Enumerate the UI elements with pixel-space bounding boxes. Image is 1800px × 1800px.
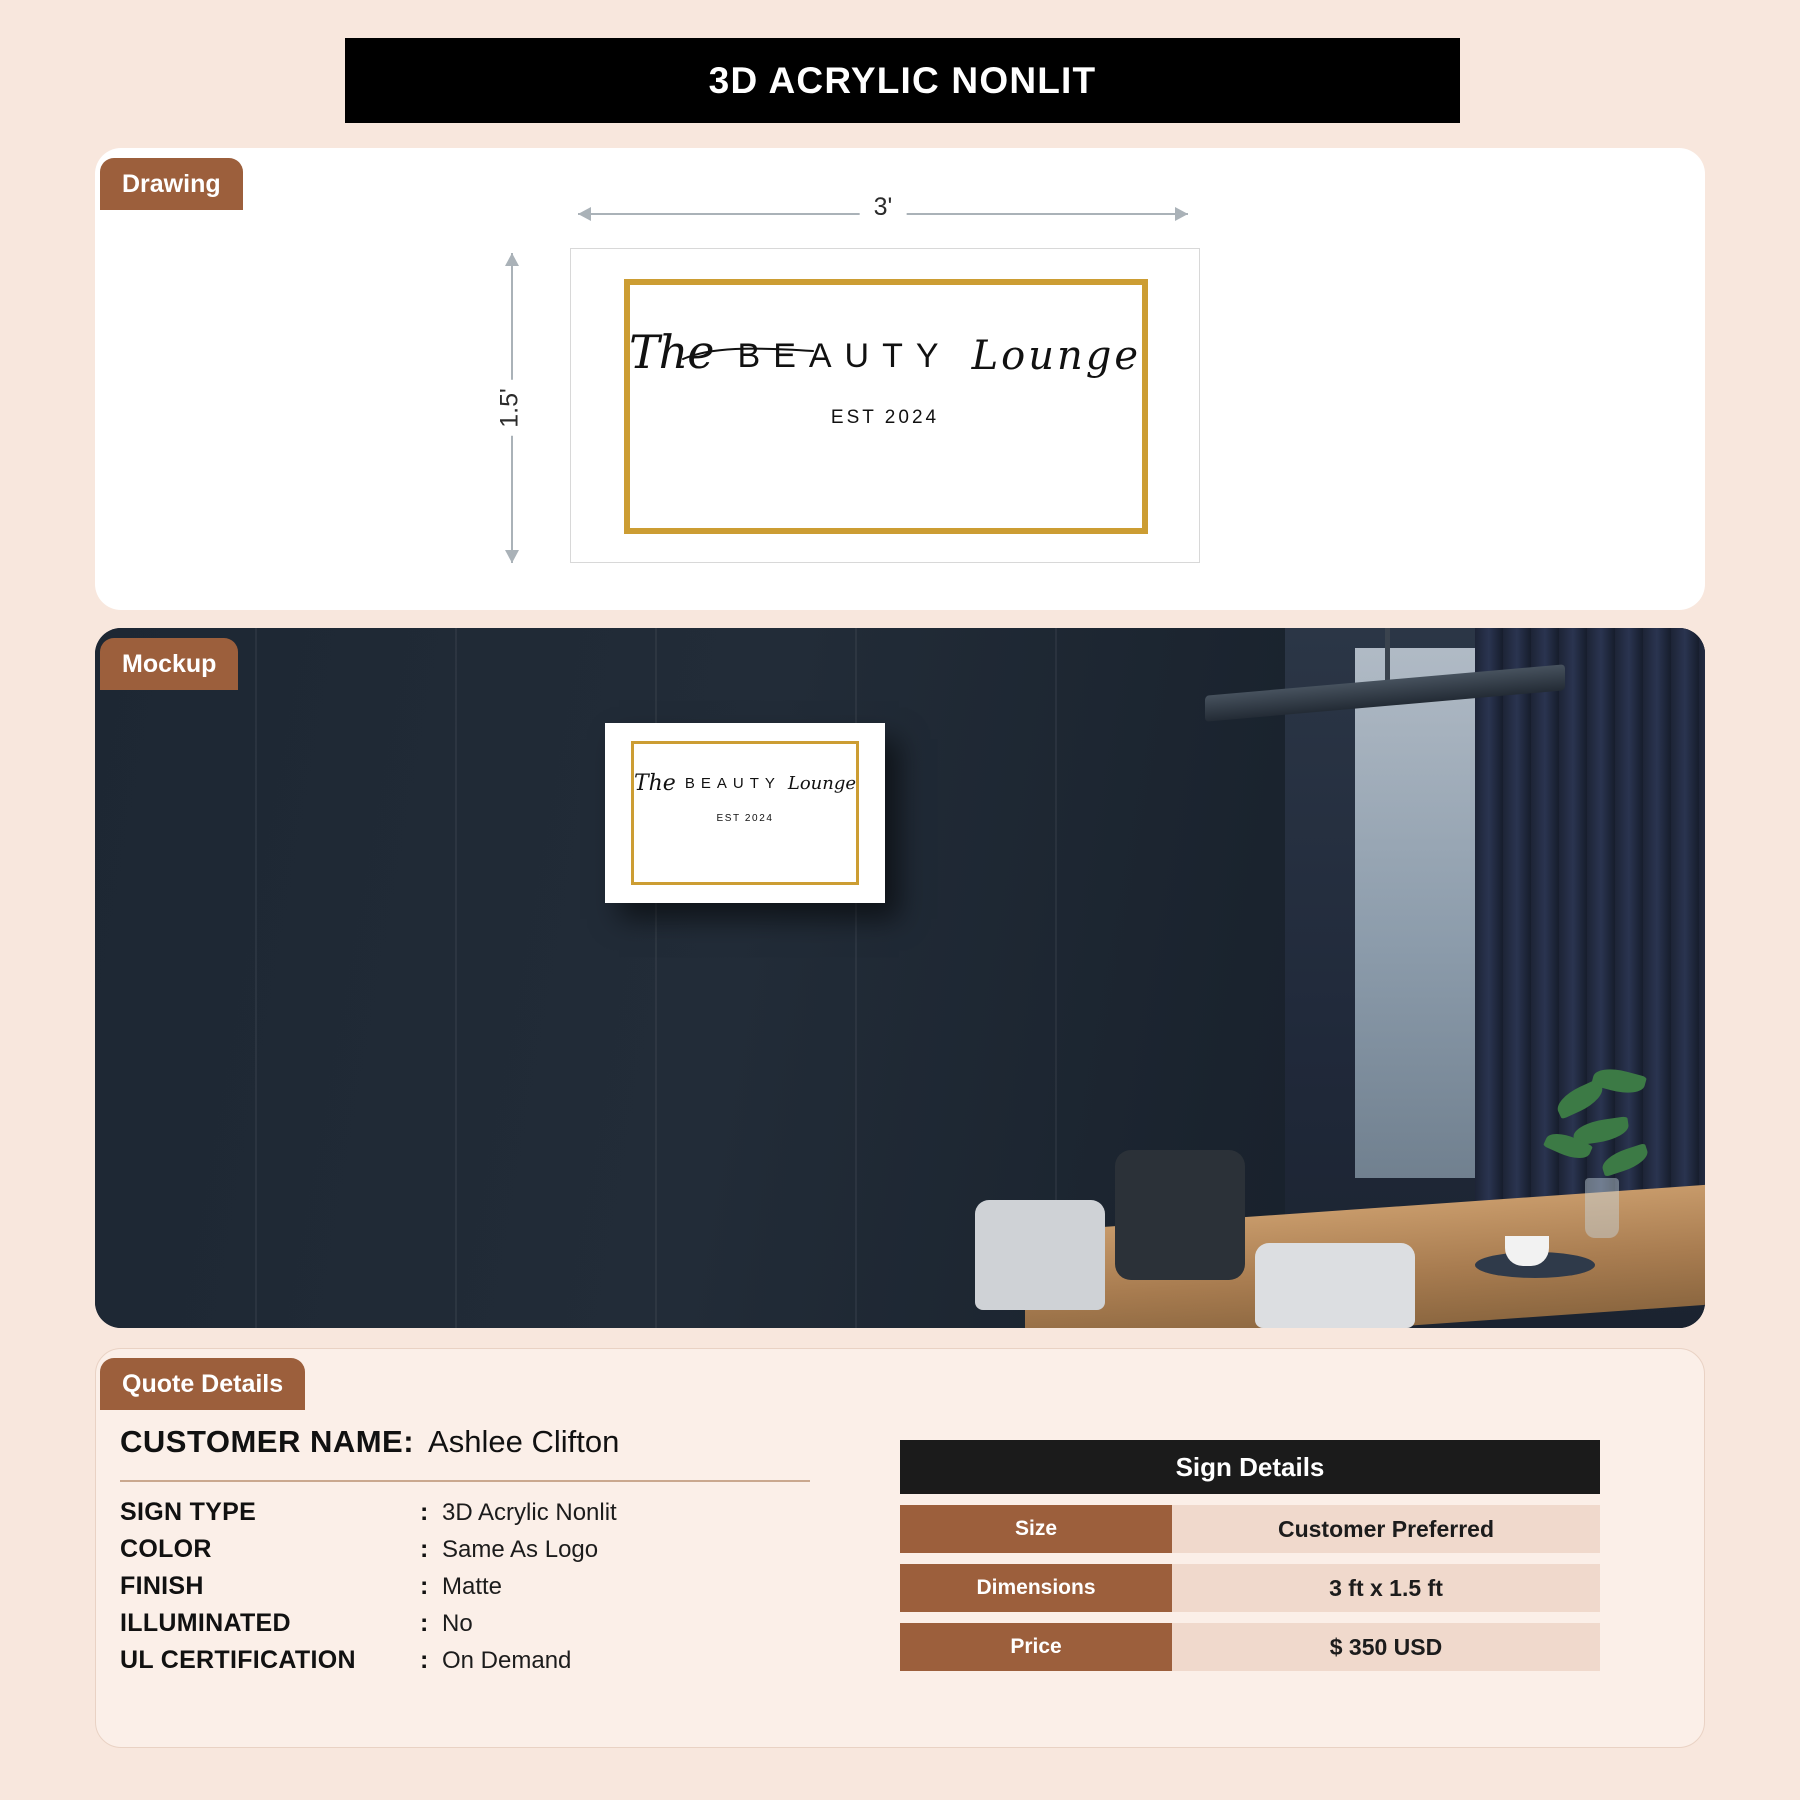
table-row bbox=[900, 1564, 1600, 1612]
sign-details-value: $ 350 USD bbox=[1172, 1623, 1600, 1671]
mockup-plant bbox=[1535, 1058, 1675, 1238]
spec-separator: : bbox=[420, 1498, 429, 1526]
plant-leaf bbox=[1599, 1143, 1651, 1177]
width-dimension-label: 3' bbox=[860, 193, 907, 222]
spec-value: Same As Logo bbox=[442, 1536, 599, 1563]
wall-seam bbox=[255, 628, 257, 1328]
spec-row bbox=[120, 1535, 820, 1564]
mockup-panel bbox=[95, 628, 1705, 1328]
table-row bbox=[900, 1623, 1600, 1671]
mockup-logo-word-lounge: Lounge bbox=[787, 773, 857, 794]
spec-key: ILLUMINATED bbox=[120, 1609, 291, 1637]
customer-name-divider bbox=[120, 1480, 810, 1482]
height-dimension-label: 1.5' bbox=[492, 380, 527, 436]
logo-word-beauty: BEAUTY bbox=[737, 336, 952, 375]
spec-separator: : bbox=[420, 1572, 429, 1600]
logo-swash-icon bbox=[681, 345, 816, 365]
logo-word-the: The bbox=[628, 325, 714, 379]
sign-details-value: 3 ft x 1.5 ft bbox=[1172, 1564, 1600, 1612]
width-arrow-right-icon bbox=[1175, 207, 1188, 221]
spec-row bbox=[120, 1572, 820, 1601]
spec-separator: : bbox=[420, 1646, 429, 1674]
spec-value: 3D Acrylic Nonlit bbox=[442, 1499, 617, 1526]
sign-logo bbox=[571, 325, 1199, 383]
spec-value: No bbox=[442, 1610, 473, 1637]
sign-details-key: Price bbox=[900, 1623, 1172, 1671]
mockup-logo-word-beauty: BEAUTY bbox=[684, 775, 781, 792]
mockup-sign bbox=[605, 723, 885, 903]
spec-row bbox=[120, 1498, 820, 1527]
mockup-cup bbox=[1505, 1236, 1549, 1266]
quote-details-tab-label: Quote Details bbox=[100, 1358, 305, 1410]
mockup-logo-word-the: The bbox=[633, 771, 676, 796]
mockup-logo-est-text: EST 2024 bbox=[716, 813, 774, 824]
page-title: 3D ACRYLIC NONLIT bbox=[708, 59, 1097, 101]
spec-key: FINISH bbox=[120, 1572, 204, 1600]
mockup-chair bbox=[975, 1200, 1105, 1310]
spec-separator: : bbox=[420, 1535, 429, 1563]
table-row bbox=[900, 1505, 1600, 1553]
spec-key: COLOR bbox=[120, 1535, 212, 1563]
width-arrow-left-icon bbox=[578, 207, 591, 221]
sign-details-key: Dimensions bbox=[900, 1564, 1172, 1612]
sign-details-header: Sign Details bbox=[900, 1440, 1600, 1494]
mockup-vase bbox=[1585, 1178, 1619, 1238]
logo-word-lounge: Lounge bbox=[971, 333, 1142, 379]
spec-value: Matte bbox=[442, 1573, 503, 1600]
logo-est-text: EST 2024 bbox=[830, 407, 940, 428]
drawing-tab-label: Drawing bbox=[100, 158, 243, 210]
page-title-bar bbox=[345, 38, 1460, 123]
height-arrow-top-icon bbox=[505, 253, 519, 266]
spec-separator: : bbox=[420, 1609, 429, 1637]
mockup-window-glass bbox=[1355, 648, 1475, 1178]
spec-value: On Demand bbox=[442, 1647, 572, 1674]
mockup-chair bbox=[1115, 1150, 1245, 1280]
spec-key: UL CERTIFICATION bbox=[120, 1646, 356, 1674]
customer-name-label: CUSTOMER NAME: bbox=[120, 1424, 415, 1459]
spec-key: SIGN TYPE bbox=[120, 1498, 257, 1526]
sign-details-key: Size bbox=[900, 1505, 1172, 1553]
height-dimension bbox=[495, 253, 526, 563]
mockup-chair bbox=[1255, 1243, 1415, 1328]
width-dimension bbox=[578, 193, 1188, 228]
spec-list bbox=[120, 1498, 820, 1683]
mockup-sign-logo bbox=[605, 771, 885, 796]
spec-row bbox=[120, 1646, 820, 1675]
mockup-tab-label: Mockup bbox=[100, 638, 238, 690]
customer-name-row bbox=[120, 1424, 619, 1460]
spec-row bbox=[120, 1609, 820, 1638]
customer-name-value: Ashlee Clifton bbox=[428, 1424, 620, 1459]
wall-seam bbox=[455, 628, 457, 1328]
height-arrow-bottom-icon bbox=[505, 550, 519, 563]
sign-drawing bbox=[570, 248, 1200, 563]
sign-details-value: Customer Preferred bbox=[1172, 1505, 1600, 1553]
sign-details-table bbox=[900, 1440, 1600, 1671]
